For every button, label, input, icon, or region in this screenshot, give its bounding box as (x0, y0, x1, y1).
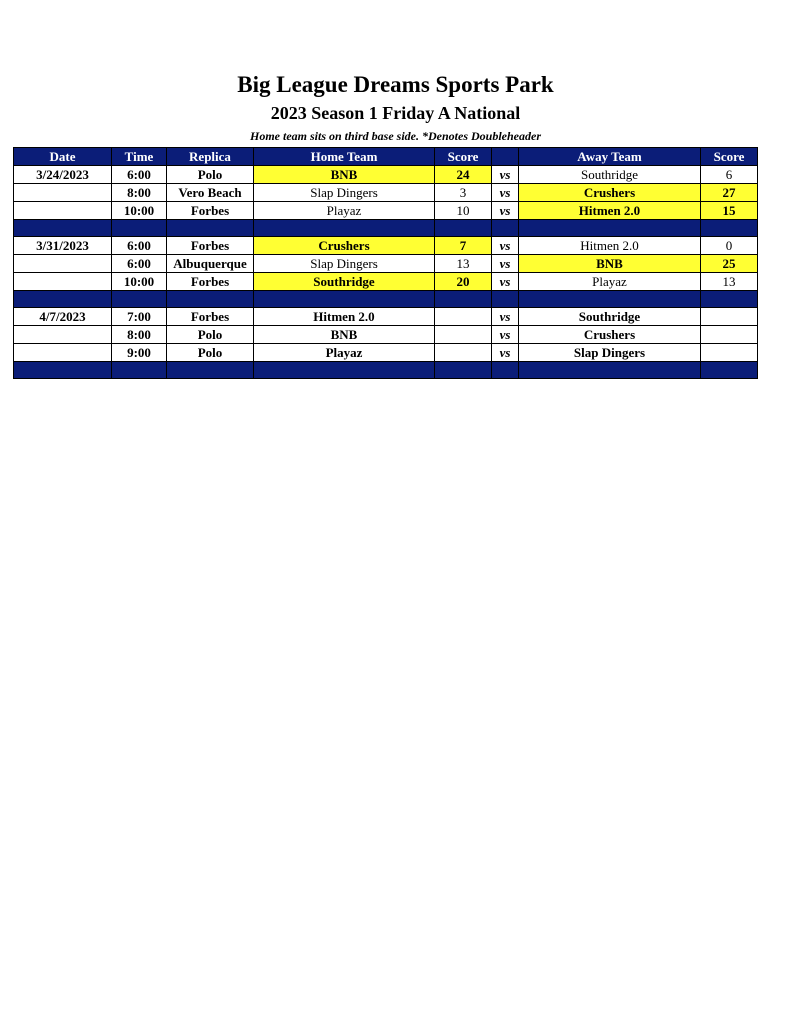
date-cell (14, 184, 112, 202)
table-row (14, 273, 758, 291)
spacer-cell (435, 220, 492, 237)
vs-cell: vs (492, 255, 519, 273)
table-row (14, 237, 758, 255)
column-header-away-score: Score (701, 148, 758, 166)
replica-cell: Forbes (167, 273, 254, 291)
spacer-cell (701, 291, 758, 308)
spacer-row (14, 362, 758, 379)
home-team-cell: Playaz (254, 202, 435, 220)
home-team-cell: Slap Dingers (254, 184, 435, 202)
table-row (14, 308, 758, 326)
date-cell (14, 255, 112, 273)
spacer-cell (254, 291, 435, 308)
home-score-cell: 13 (435, 255, 492, 273)
column-header-home-score: Score (435, 148, 492, 166)
spacer-cell (14, 362, 112, 379)
replica-cell: Albuquerque (167, 255, 254, 273)
date-cell: 4/7/2023 (14, 308, 112, 326)
spacer-cell (435, 362, 492, 379)
home-team-cell: Crushers (254, 237, 435, 255)
spacer-cell (167, 291, 254, 308)
replica-cell: Forbes (167, 237, 254, 255)
away-team-cell: Slap Dingers (519, 344, 701, 362)
home-team-cell: BNB (254, 326, 435, 344)
away-score-cell: 27 (701, 184, 758, 202)
time-cell: 7:00 (112, 308, 167, 326)
home-score-cell (435, 344, 492, 362)
spacer-cell (14, 291, 112, 308)
away-team-cell: Crushers (519, 326, 701, 344)
vs-cell: vs (492, 308, 519, 326)
page-title: Big League Dreams Sports Park (237, 72, 554, 97)
column-header-time: Time (112, 148, 167, 166)
column-header-vs (492, 148, 519, 166)
away-score-cell (701, 344, 758, 362)
away-score-cell: 25 (701, 255, 758, 273)
spacer-cell (519, 291, 701, 308)
home-team-cell: Hitmen 2.0 (254, 308, 435, 326)
away-score-cell: 6 (701, 166, 758, 184)
spacer-cell (492, 362, 519, 379)
spacer-cell (701, 220, 758, 237)
replica-cell: Polo (167, 166, 254, 184)
vs-cell: vs (492, 344, 519, 362)
replica-cell: Forbes (167, 308, 254, 326)
column-header-replica: Replica (167, 148, 254, 166)
date-cell: 3/24/2023 (14, 166, 112, 184)
spacer-cell (167, 220, 254, 237)
date-cell (14, 273, 112, 291)
home-team-cell: BNB (254, 166, 435, 184)
time-cell: 8:00 (112, 184, 167, 202)
spacer-cell (435, 291, 492, 308)
schedule-table (13, 147, 758, 379)
vs-cell: vs (492, 166, 519, 184)
home-score-cell: 10 (435, 202, 492, 220)
replica-cell: Vero Beach (167, 184, 254, 202)
vs-cell: vs (492, 237, 519, 255)
vs-cell: vs (492, 202, 519, 220)
spacer-cell (14, 220, 112, 237)
table-row (14, 326, 758, 344)
time-cell: 6:00 (112, 237, 167, 255)
replica-cell: Polo (167, 344, 254, 362)
spacer-cell (492, 291, 519, 308)
spacer-row (14, 291, 758, 308)
table-row (14, 166, 758, 184)
home-score-cell (435, 308, 492, 326)
spacer-cell (254, 220, 435, 237)
vs-cell: vs (492, 273, 519, 291)
away-team-cell: Hitmen 2.0 (519, 202, 701, 220)
date-cell (14, 202, 112, 220)
spacer-cell (519, 362, 701, 379)
date-cell: 3/31/2023 (14, 237, 112, 255)
home-team-cell: Southridge (254, 273, 435, 291)
column-header-home-team: Home Team (254, 148, 435, 166)
home-score-cell: 24 (435, 166, 492, 184)
table-header-row (14, 148, 758, 166)
replica-cell: Polo (167, 326, 254, 344)
spacer-cell (701, 362, 758, 379)
away-score-cell (701, 326, 758, 344)
column-header-away-team: Away Team (519, 148, 701, 166)
away-team-cell: Southridge (519, 308, 701, 326)
time-cell: 8:00 (112, 326, 167, 344)
home-score-cell: 20 (435, 273, 492, 291)
vs-cell: vs (492, 184, 519, 202)
schedule-note: Home team sits on third base side. *Denotes Doubleheader (250, 129, 541, 143)
away-team-cell: BNB (519, 255, 701, 273)
spacer-cell (167, 362, 254, 379)
date-cell (14, 344, 112, 362)
replica-cell: Forbes (167, 202, 254, 220)
table-row (14, 255, 758, 273)
home-team-cell: Slap Dingers (254, 255, 435, 273)
time-cell: 6:00 (112, 255, 167, 273)
home-score-cell (435, 326, 492, 344)
away-team-cell: Crushers (519, 184, 701, 202)
table-row (14, 202, 758, 220)
page-subtitle: 2023 Season 1 Friday A National (270, 103, 521, 123)
away-team-cell: Playaz (519, 273, 701, 291)
away-team-cell: Southridge (519, 166, 701, 184)
vs-cell: vs (492, 326, 519, 344)
away-score-cell: 15 (701, 202, 758, 220)
table-row (14, 344, 758, 362)
spacer-cell (112, 220, 167, 237)
away-score-cell: 0 (701, 237, 758, 255)
column-header-date: Date (14, 148, 112, 166)
spacer-cell (112, 362, 167, 379)
away-team-cell: Hitmen 2.0 (519, 237, 701, 255)
spacer-cell (519, 220, 701, 237)
spacer-cell (112, 291, 167, 308)
time-cell: 10:00 (112, 273, 167, 291)
date-cell (14, 326, 112, 344)
away-score-cell (701, 308, 758, 326)
time-cell: 6:00 (112, 166, 167, 184)
home-team-cell: Playaz (254, 344, 435, 362)
spacer-cell (254, 362, 435, 379)
spacer-row (14, 220, 758, 237)
home-score-cell: 3 (435, 184, 492, 202)
time-cell: 10:00 (112, 202, 167, 220)
home-score-cell: 7 (435, 237, 492, 255)
away-score-cell: 13 (701, 273, 758, 291)
spacer-cell (492, 220, 519, 237)
table-row (14, 184, 758, 202)
time-cell: 9:00 (112, 344, 167, 362)
